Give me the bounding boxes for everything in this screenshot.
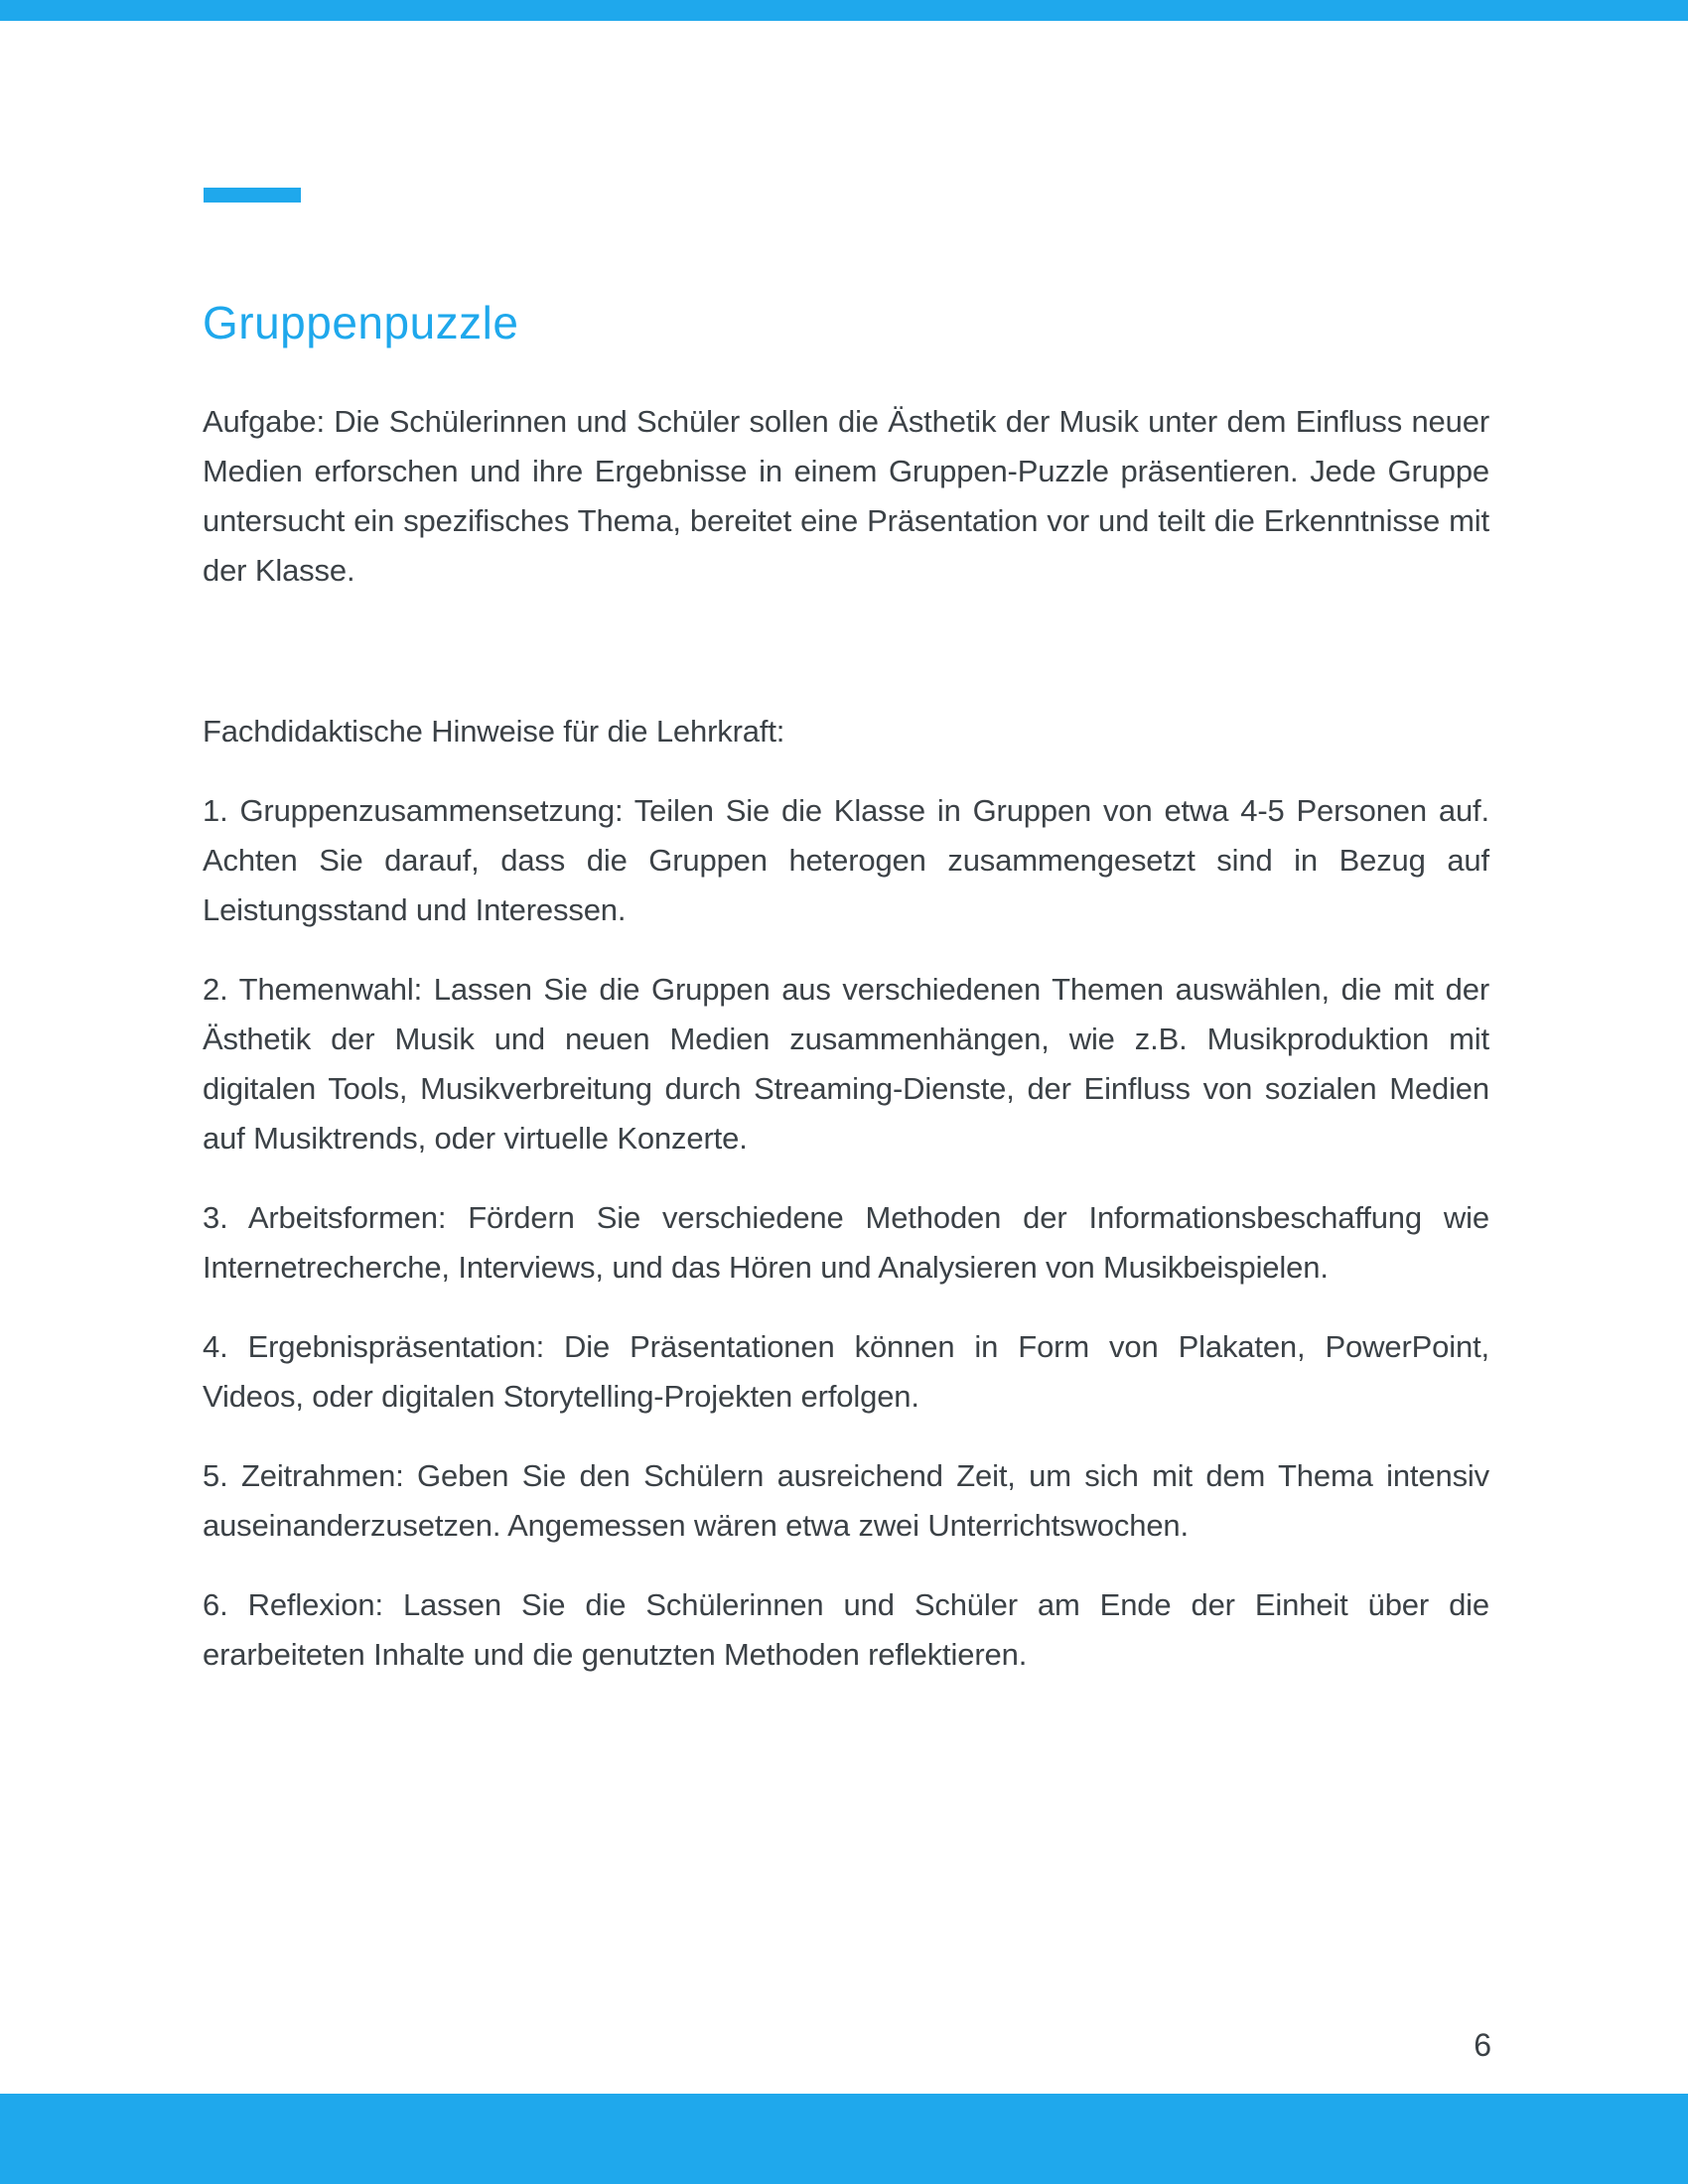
page-number: 6 [1474,2027,1491,2063]
header-bar [0,0,1688,21]
hint-item [203,1322,1489,1422]
hint-number: 1. [203,793,228,828]
footer-bar [0,2094,1688,2184]
hint-text: Zeitrahmen: Geben Sie den Schülern ausreichend Zeit, um sich mit dem Thema intensiv auseinanderzusetzen. Angemessen wären etwa zwei Unterrichtswochen. [203,1458,1490,1543]
hint-number: 3. [203,1200,228,1235]
hint-number: 6. [203,1587,228,1622]
hint-item [203,965,1489,1163]
hint-text: Reflexion: Lassen Sie die Schülerinnen und Schüler am Ende der Einheit über die erarbeiteten Inhalte und die genutzten Methoden reflektieren. [203,1587,1490,1672]
hint-number: 4. [203,1329,228,1364]
hint-text: Arbeitsformen: Fördern Sie verschiedene Methoden der Informationsbeschaffung wie Internetrecherche, Interviews, und das Hören und Analysieren von Musikbeispielen. [203,1200,1489,1285]
hint-item [203,1451,1489,1551]
hint-item [203,1193,1489,1293]
hint-number: 2. [203,972,228,1007]
hint-item [203,1580,1489,1680]
content-area [203,397,1489,1709]
hint-number: 5. [203,1458,228,1493]
hint-text: Gruppenzusammensetzung: Teilen Sie die Klasse in Gruppen von etwa 4-5 Personen auf. Achten Sie darauf, dass die Gruppen heterogen zusammengesetzt sind in Bezug auf Leistungsstand und Interessen. [203,793,1489,927]
hint-item [203,786,1489,935]
page-title: Gruppenpuzzle [203,297,519,348]
hint-text: Themenwahl: Lassen Sie die Gruppen aus verschiedenen Themen auswählen, die mit der Ästhetik der Musik und neuen Medien zusammenhängen, wie z.B. Musikproduktion mit digitalen Tools, Musikverbreitung durch Streaming-Dienste, der Einfluss von sozialen Medien auf Musiktrends, oder virtuelle Konzerte. [203,972,1490,1156]
title-accent-mark [204,188,301,203]
hints-heading: Fachdidaktische Hinweise für die Lehrkraft: [203,714,785,749]
task-paragraph: Aufgabe: Die Schülerinnen und Schüler sollen die Ästhetik der Musik unter dem Einfluss neuer Medien erforschen und ihre Ergebnisse in einem Gruppen-Puzzle präsentieren. Jede Gruppe untersucht ein spezifisches Thema, bereitet eine Präsentation vor und teilt die Erkenntnisse mit der Klasse. [203,404,1489,588]
hint-text: Ergebnispräsentation: Die Präsentationen können in Form von Plakaten, PowerPoint, Videos, oder digitalen Storytelling-Projekten erfolgen. [203,1329,1489,1414]
hints-list [203,786,1489,1680]
